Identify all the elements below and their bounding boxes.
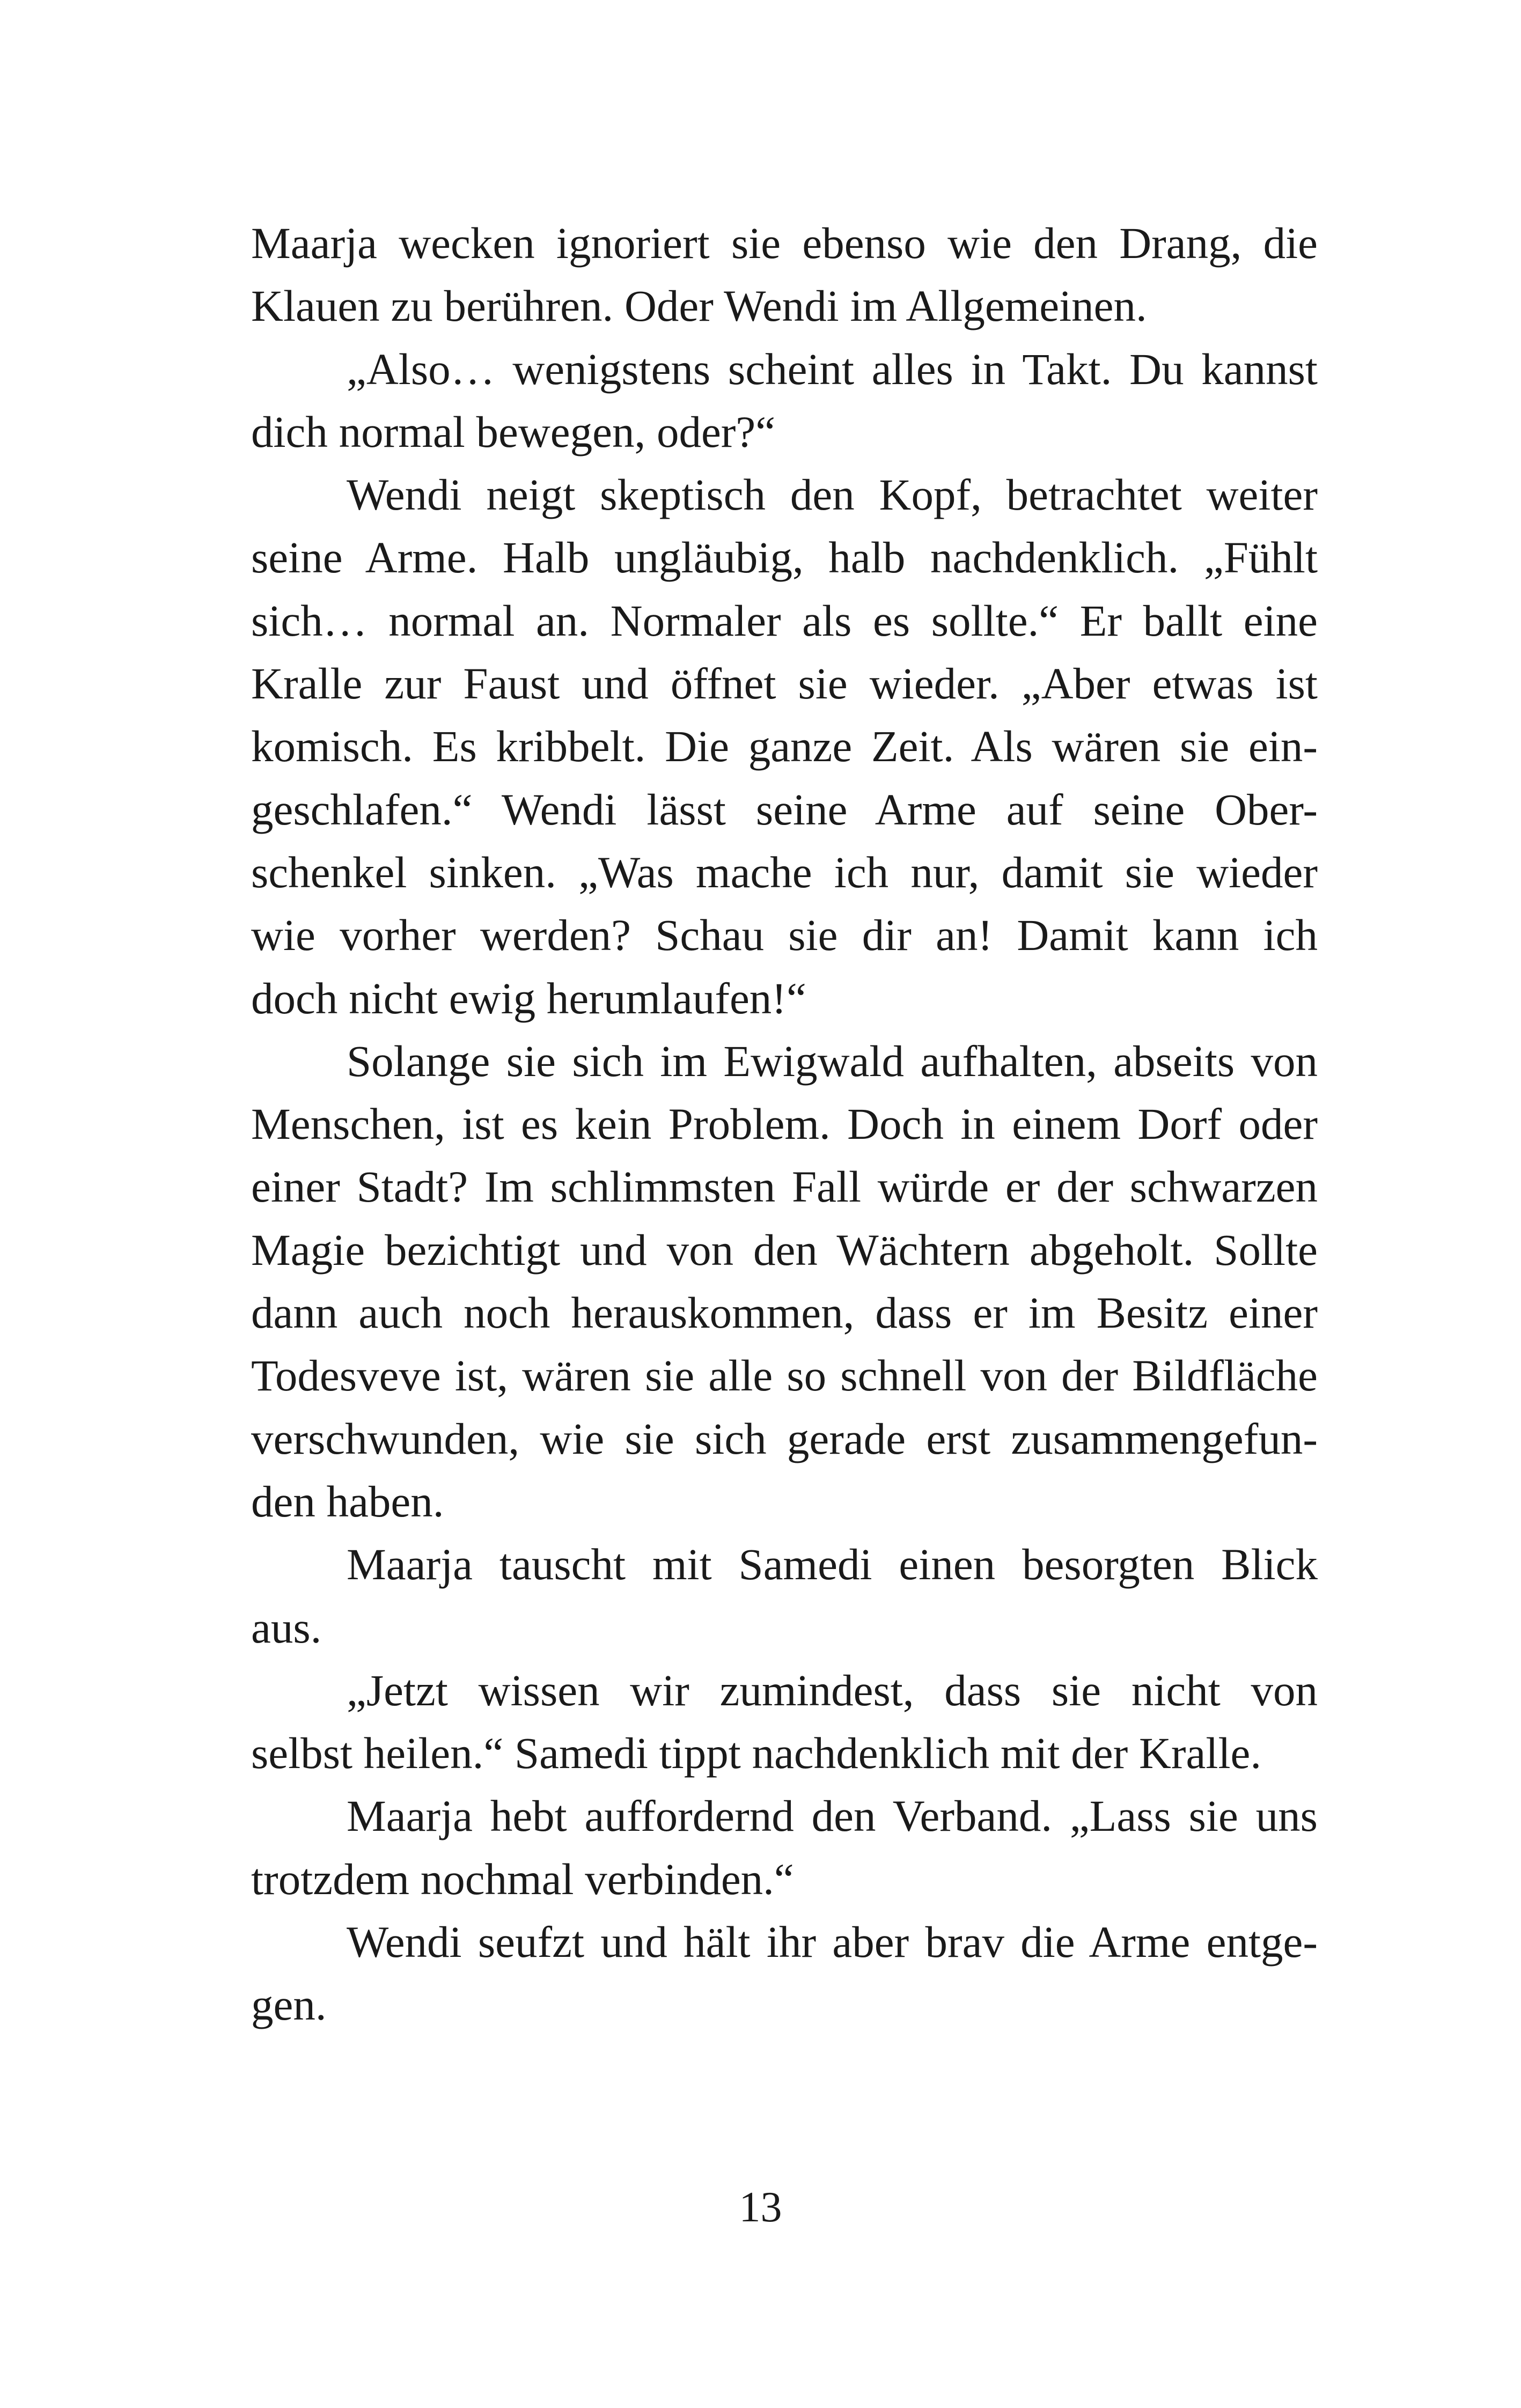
text-line: verschwunden, wie sie sich gerade erst zusammengefun- [251,1413,1318,1463]
text-line: schenkel sinken. „Was mache ich nur, damit sie wieder [251,847,1318,897]
paragraph [251,1030,1318,1533]
paragraph [251,338,1318,464]
body-text [251,212,1318,2037]
text-line: geschlafen.“ Wendi lässt seine Arme auf seine Ober- [251,784,1318,834]
text-line: „Also… wenigstens scheint alles in Takt. Du kannst [347,344,1318,394]
paragraph [251,463,1318,1030]
text-line: den haben. [251,1476,444,1526]
text-line: sich… normal an. Normaler als es sollte.“ Er ballt eine [251,595,1318,645]
text-line: trotzdem nochmal verbinden.“ [251,1854,794,1904]
text-line: Kralle zur Faust und öffnet sie wieder. „Aber etwas ist [251,659,1318,709]
text-line: „Jetzt wissen wir zumindest, dass sie nicht von [347,1665,1318,1715]
text-line: Klauen zu berühren. Oder Wendi im Allgemeinen. [251,281,1147,331]
text-line: Todesveve ist, wären sie alle so schnell von der Bildfläche [251,1351,1318,1401]
text-line: Maarja tauscht mit Samedi einen besorgten Blick [347,1540,1318,1589]
paragraph [251,212,1318,338]
page-number: 13 [739,2184,782,2231]
text-line: aus. [251,1602,322,1652]
text-line: wie vorher werden? Schau sie dir an! Damit kann ich [251,910,1318,960]
paragraph [251,1533,1318,1659]
text-line: komisch. Es kribbelt. Die ganze Zeit. Als wären sie ein- [251,721,1318,771]
text-line: gen. [251,1980,327,2030]
text-line: einer Stadt? Im schlimmsten Fall würde er der schwarzen [251,1162,1318,1212]
text-line: Wendi seufzt und hält ihr aber brav die Arme entge- [347,1917,1318,1967]
text-line: dich normal bewegen, oder?“ [251,407,776,456]
text-line: Solange sie sich im Ewigwald aufhalten, abseits von [347,1036,1318,1086]
paragraph [251,1659,1318,1785]
text-line: dann auch noch herauskommen, dass er im Besitz einer [251,1288,1318,1338]
text-line: Maarja hebt auffordernd den Verband. „Lass sie uns [347,1791,1318,1841]
text-line: Magie bezichtigt und von den Wächtern abgeholt. Sollte [251,1225,1318,1275]
text-line: doch nicht ewig herumlaufen!“ [251,973,806,1023]
paragraph [251,1911,1318,2037]
text-line: Maarja wecken ignoriert sie ebenso wie den Drang, die [251,218,1318,268]
text-line: Wendi neigt skeptisch den Kopf, betrachtet weiter [347,470,1318,520]
paragraph [251,1785,1318,1911]
text-line: selbst heilen.“ Samedi tippt nachdenklich mit der Kralle. [251,1728,1262,1778]
text-line: Menschen, ist es kein Problem. Doch in einem Dorf oder [251,1099,1318,1149]
text-line: seine Arme. Halb ungläubig, halb nachdenklich. „Fühlt [251,533,1318,583]
